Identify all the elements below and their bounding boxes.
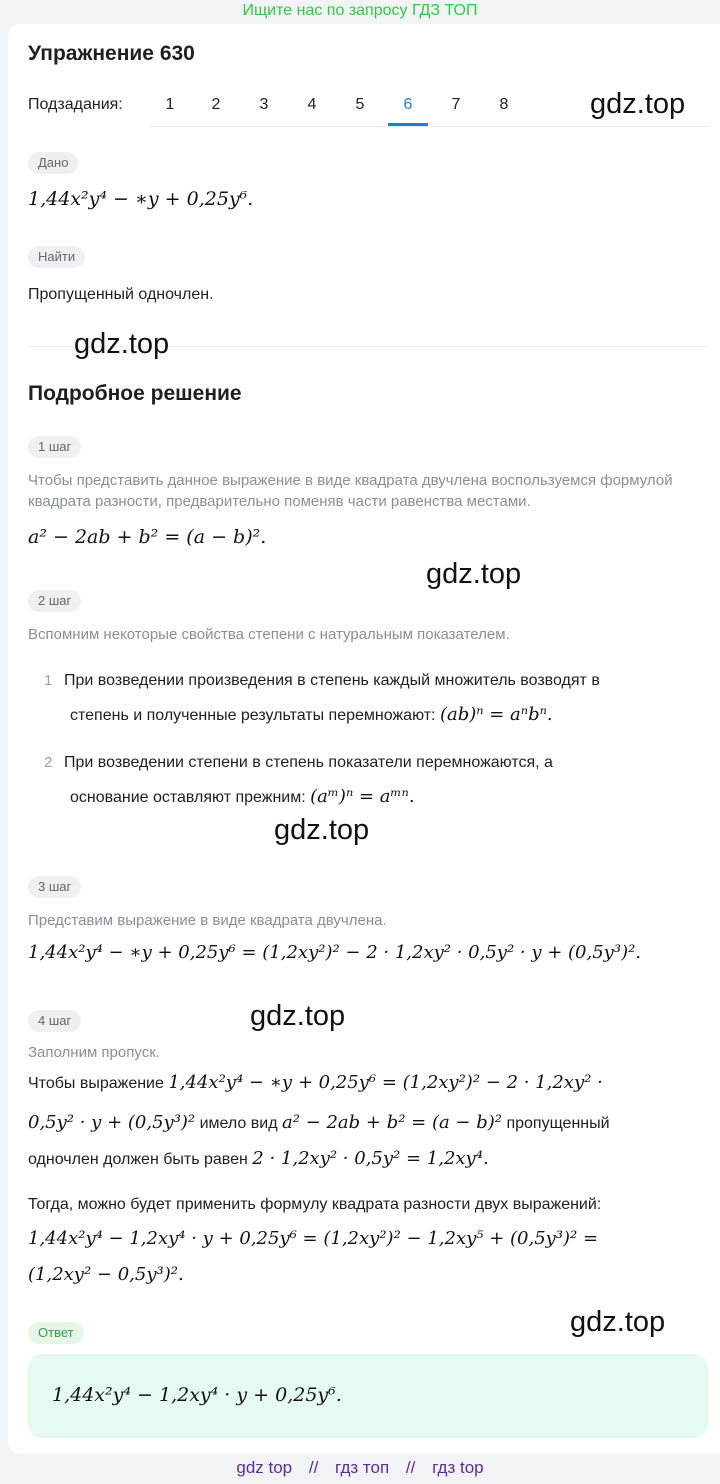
given-chip: Дано xyxy=(28,152,78,174)
list-item-math: (aᵐ)ⁿ = aᵐⁿ. xyxy=(310,786,415,807)
answer-box xyxy=(28,1354,708,1438)
subtasks-label: Подзадания: xyxy=(28,96,123,113)
tab-1[interactable]: 1 xyxy=(165,96,175,113)
paragraph-line xyxy=(28,1148,489,1171)
list-item-line xyxy=(70,704,553,727)
list-item-text: основание оставляют прежним: xyxy=(70,789,311,806)
watermark: gdz.top xyxy=(250,1000,346,1032)
footer-link[interactable]: gdz top xyxy=(236,1458,293,1477)
find-text: Пропущенный одночлен. xyxy=(28,286,214,303)
tab-7[interactable]: 7 xyxy=(451,96,461,113)
text-span: Чтобы выражение xyxy=(28,1075,169,1092)
tab-5[interactable]: 5 xyxy=(355,96,365,113)
list-number: 1 xyxy=(44,672,53,689)
watermark: gdz.top xyxy=(570,1306,666,1338)
footer-link[interactable]: гдз top xyxy=(432,1458,484,1477)
text-span: пропущенный xyxy=(502,1115,610,1132)
step-chip: 3 шаг xyxy=(28,876,81,898)
text-span: имело вид xyxy=(195,1115,282,1132)
step-formula: 1,44x²y⁴ − 1,2xy⁴ · y + 0,25y⁶ = (1,2xy²)² − 1,2xy⁵ + (0,5y³)² = xyxy=(28,1228,599,1249)
list-item-line xyxy=(70,786,415,809)
text-span: одночлен должен быть равен xyxy=(28,1151,253,1168)
list-item-line: При возведении произведения в степень каждый множитель возводят в xyxy=(64,672,600,689)
step-chip: 4 шаг xyxy=(28,1010,81,1032)
list-item-math: (ab)ⁿ = aⁿbⁿ. xyxy=(439,704,553,725)
list-item-line: При возведении степени в степень показатели перемножаются, а xyxy=(64,754,553,771)
watermark: gdz.top xyxy=(274,814,370,846)
paragraph-line: Тогда, можно будет применить формулу квадрата разности двух выражений: xyxy=(28,1196,602,1213)
given-expression: 1,44x²y⁴ − ∗y + 0,25y⁶. xyxy=(28,188,254,210)
step-formula: a² − 2ab + b² = (a − b)². xyxy=(28,526,267,548)
answer-chip: Ответ xyxy=(28,1322,84,1344)
footer-separator: // xyxy=(405,1458,416,1477)
math-span: a² − 2ab + b² = (a − b)² xyxy=(281,1112,502,1133)
tab-2[interactable]: 2 xyxy=(211,96,221,113)
tab-4[interactable]: 4 xyxy=(307,96,317,113)
tab-8[interactable]: 8 xyxy=(499,96,509,113)
watermark: gdz.top xyxy=(74,328,170,360)
watermark: gdz.top xyxy=(590,88,686,120)
paragraph-line xyxy=(28,1112,610,1135)
list-item-text: степень и полученные результаты перемножают: xyxy=(70,707,440,724)
footer-link[interactable]: гдз топ xyxy=(335,1458,390,1477)
step-chip: 1 шаг xyxy=(28,436,81,458)
tab-3[interactable]: 3 xyxy=(259,96,269,113)
tab-6[interactable]: 6 xyxy=(403,96,413,113)
step-text: Чтобы представить данное выражение в виде квадрата двучлена воспользуемся формулой квадрата разности, предварительно поменяв части равенства местами. xyxy=(28,472,673,510)
exercise-card xyxy=(8,24,720,1454)
solution-heading: Подробное решение xyxy=(28,382,242,405)
math-span: 0,5y² · y + (0,5y³)² xyxy=(28,1112,196,1133)
math-span: 1,44x²y⁴ − ∗y + 0,25y⁶ = (1,2xy²)² − 2 · 1,2xy² · xyxy=(168,1072,603,1093)
step-formula: (1,2xy² − 0,5y³)². xyxy=(28,1264,184,1285)
page-title: Упражнение 630 xyxy=(28,42,195,65)
step-formula: 1,44x²y⁴ − ∗y + 0,25y⁶ = (1,2xy²)² − 2 · 1,2xy² · 0,5y² · y + (0,5y³)². xyxy=(28,942,642,963)
step-chip: 2 шаг xyxy=(28,590,81,612)
top-banner[interactable]: Ищите нас по запросу ГДЗ ТОП xyxy=(242,2,478,19)
find-chip: Найти xyxy=(28,246,85,268)
watermark: gdz.top xyxy=(426,558,522,590)
footer-links xyxy=(0,1458,720,1478)
paragraph-line xyxy=(28,1072,603,1095)
active-tab-indicator xyxy=(388,123,428,126)
math-span: 2 · 1,2xy² · 0,5y² = 1,2xy⁴. xyxy=(252,1148,489,1169)
list-number: 2 xyxy=(44,754,53,771)
step-text: Представим выражение в виде квадрата двучлена. xyxy=(28,912,387,929)
answer-expression: 1,44x²y⁴ − 1,2xy⁴ · y + 0,25y⁶. xyxy=(52,1384,342,1406)
footer-separator: // xyxy=(308,1458,319,1477)
step-text: Вспомним некоторые свойства степени с натуральным показателем. xyxy=(28,626,510,643)
step-text: Заполним пропуск. xyxy=(28,1044,160,1061)
